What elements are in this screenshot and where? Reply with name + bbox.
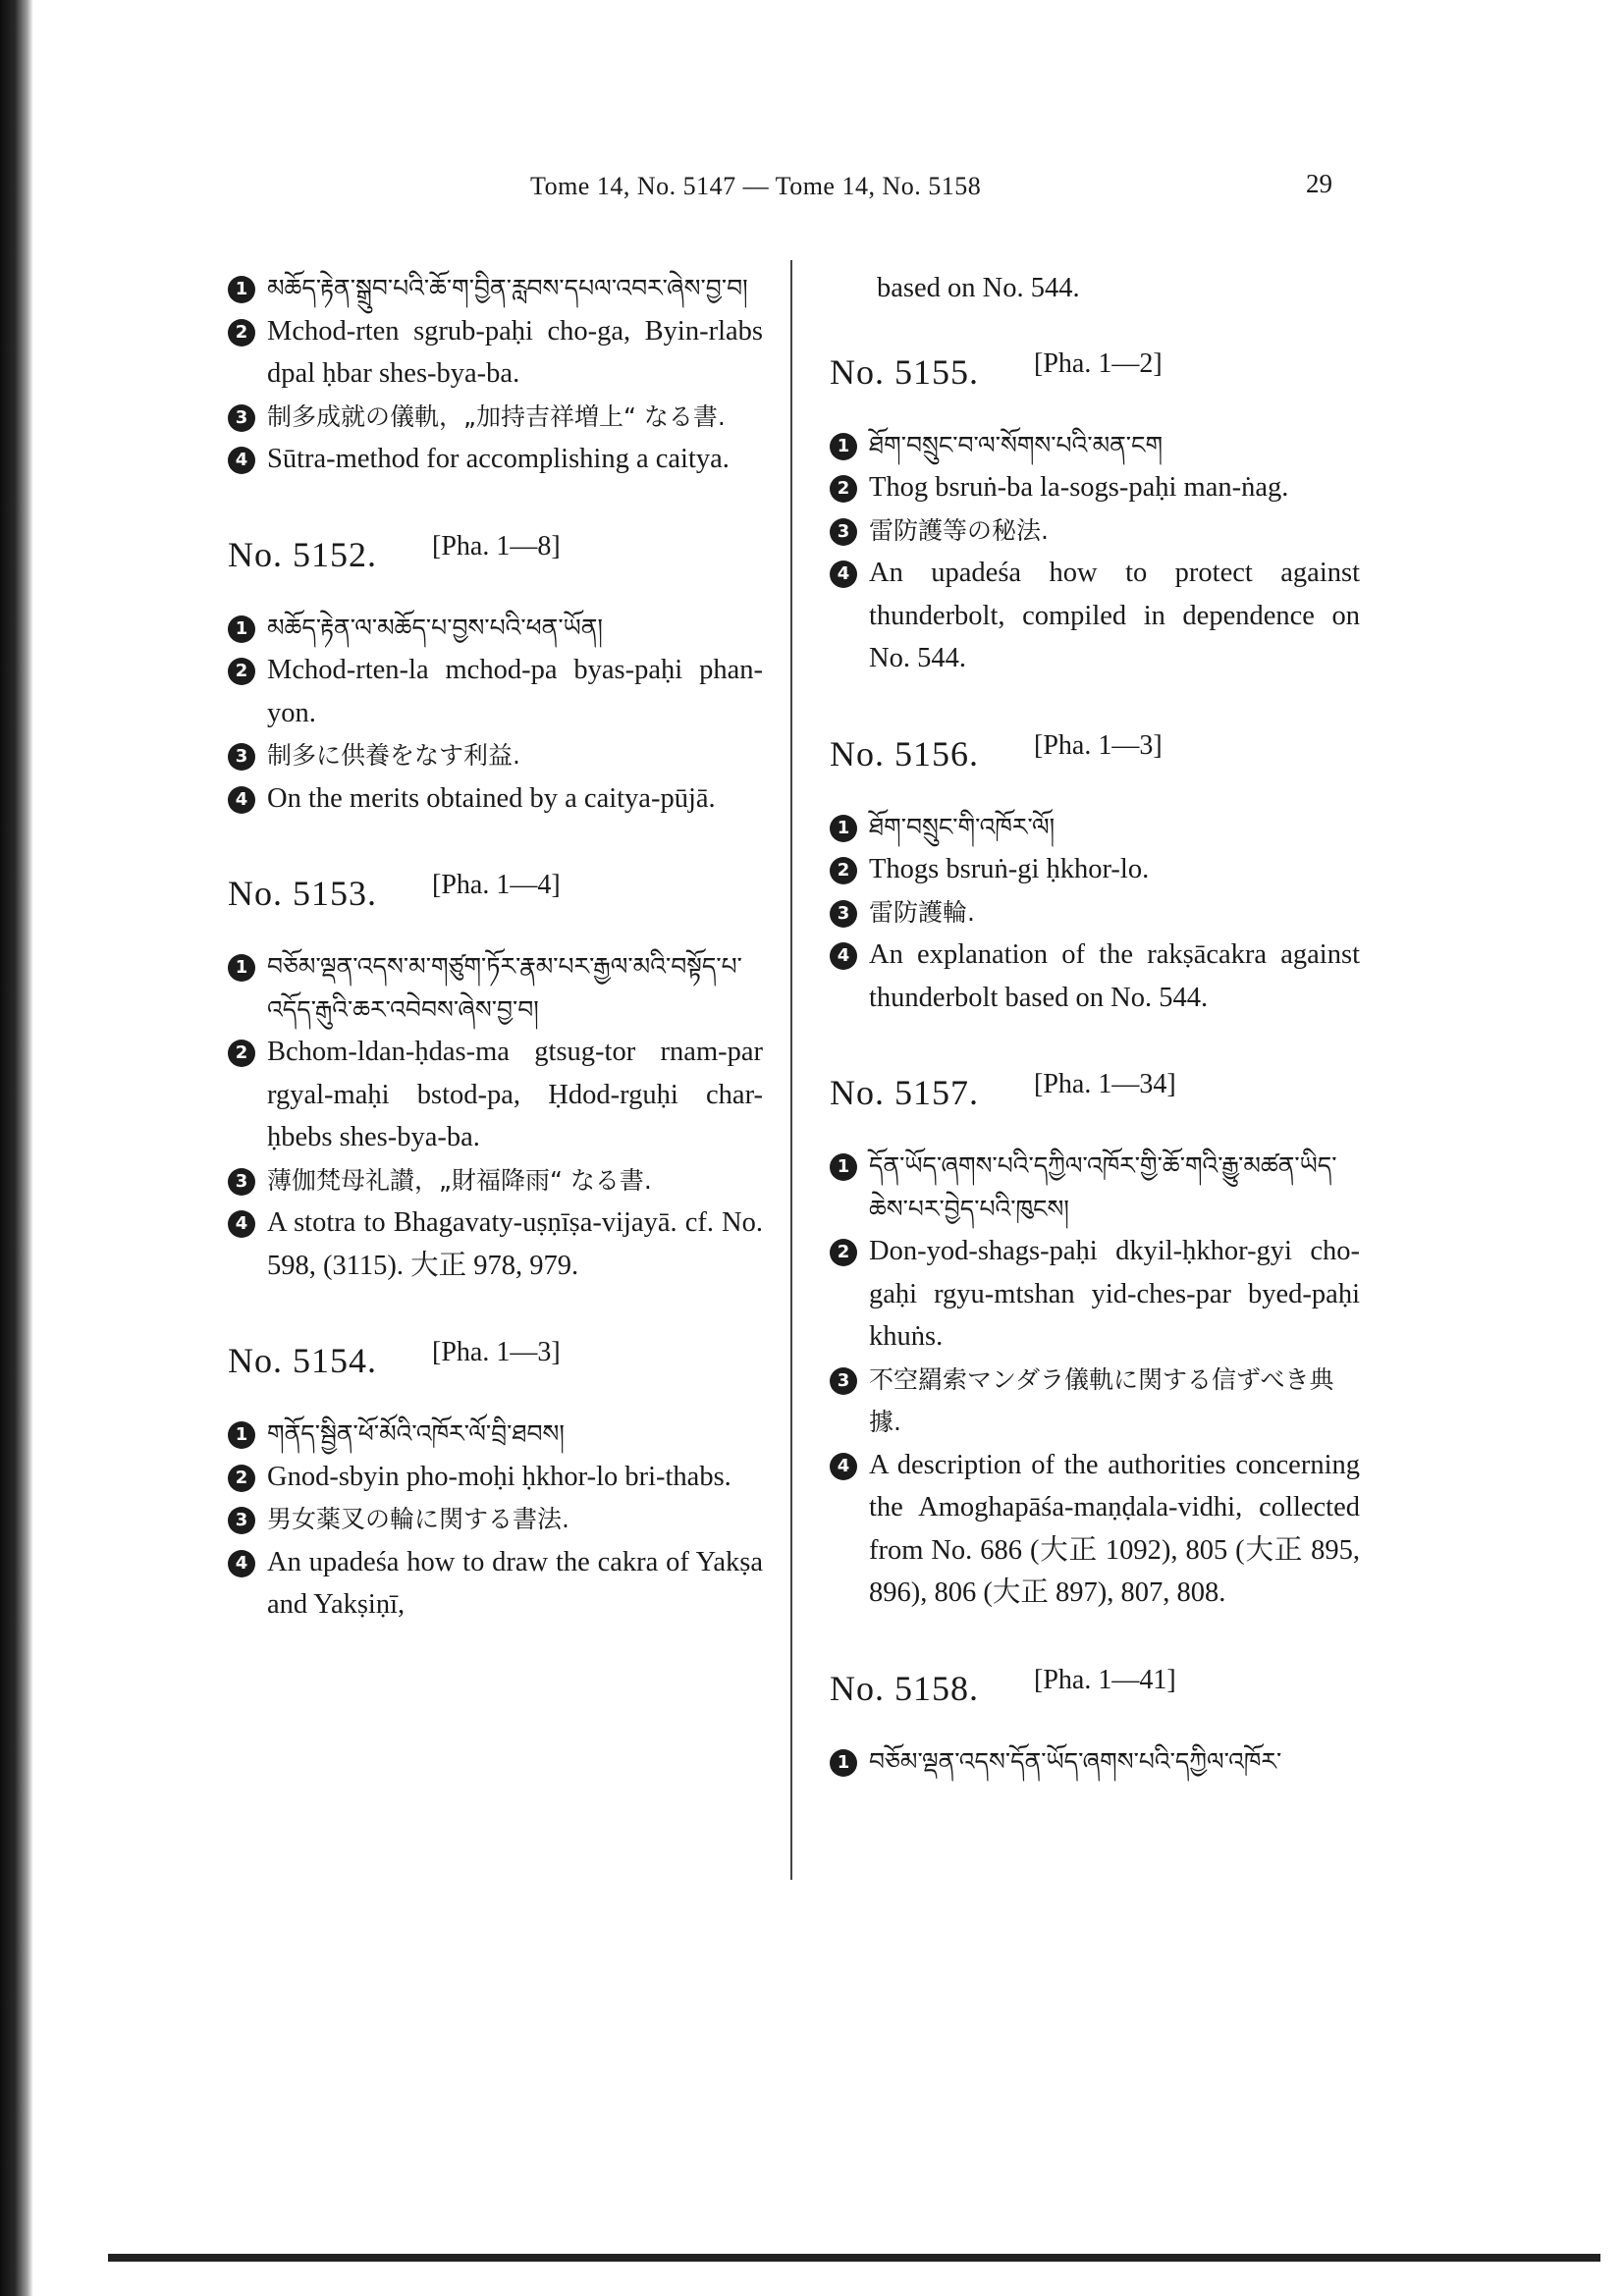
marker-1-icon: 1 [228,1421,255,1449]
romanized-title: Bchom-ldan-ḥdas-ma gtsug-tor rnam-par rgyal-maḥi bstod-pa, Ḥdod-rguḥi char-ḥbebs shes-bya-ba. [267,1037,763,1152]
marker-2-icon: 2 [830,1239,857,1266]
entry-5152 [228,532,763,821]
entry-5154 [228,1338,763,1627]
romanized-title: Gnod-sbyin pho-moḥi ḥkhor-lo bri-thabs. [267,1461,731,1492]
entry-heading [830,1070,1360,1119]
marker-2-icon: 2 [228,319,255,347]
tibetan-title: ཐོག་བསྲུང་གི་འཁོར་ལོ། [869,812,1056,841]
entry-reference: [Pha. 1—4] [432,870,561,900]
running-head: Tome 14, No. 5147 — Tome 14, No. 5158 [530,172,982,200]
japanese-line [228,1498,763,1541]
marker-1-icon: 1 [830,433,857,460]
english-description: An explanation of the rakṣācakra against thunderbolt based on No. 544. [869,939,1360,1013]
entry-heading [228,532,763,581]
entry-reference: [Pha. 1—41] [1034,1664,1176,1695]
entry-heading [830,349,1360,399]
entry-reference: [Pha. 1—3] [1034,729,1163,761]
entry-5153 [228,871,763,1287]
entry-number: No. 5153. [228,874,377,913]
marker-1-icon: 1 [228,615,255,643]
continuation-text: based on No. 544. [877,273,1080,303]
english-description: Sūtra-method for accomplishing a caitya. [267,444,730,474]
marker-4-icon: 4 [228,1550,255,1577]
english-line [228,777,763,821]
marker-4-icon: 4 [228,1210,255,1238]
entry-number: No. 5155. [830,351,979,392]
tibetan-title: ཐོག་བསྲུང་བ་ལ་སོགས་པའི་མན་ངག [869,430,1164,459]
entry-reference: [Pha. 1—2] [1034,347,1163,379]
right-column [830,267,1360,1834]
japanese-title: 雷防護輪. [869,897,975,927]
entry-continuation [830,267,1360,310]
english-line [228,1541,763,1627]
entry-number: No. 5152. [228,534,377,574]
romanized-title: Thog bsruṅ-ba la-sogs-paḥi man-ṅag. [869,472,1289,503]
romanized-line [228,310,763,396]
japanese-line [830,1359,1360,1444]
marker-3-icon: 3 [228,743,255,771]
romanized-title: Don-yod-shags-paḥi dkyil-ḥkhor-gyi cho-gaḥi rgyu-mtshan yid-ches-par byed-paḥi khuṅs. [869,1236,1360,1352]
entry-number: No. 5157. [830,1073,979,1112]
marker-1-icon: 1 [830,1749,857,1777]
japanese-title: 制多に供養をなす利益. [267,741,520,770]
entry-reference: [Pha. 1—34] [1034,1069,1176,1099]
english-description: An upadeśa how to draw the cakra of Yakṣa and Yakṣiṇī, [267,1546,763,1620]
marker-4-icon: 4 [830,561,857,588]
bottom-rule [108,2254,1600,2262]
japanese-line [228,396,763,439]
entry-reference: [Pha. 1—3] [432,1337,561,1367]
marker-1-icon: 1 [228,954,255,982]
romanized-line [830,848,1360,891]
japanese-line [830,509,1360,553]
left-column [228,267,763,1678]
english-description: An upadeśa how to protect against thunderbolt, compiled in dependence on No. 544. [869,558,1360,673]
japanese-title: 薄伽梵母礼讃，„財福降雨“ なる書. [267,1165,652,1195]
romanized-line [830,1230,1360,1359]
english-line [830,934,1360,1019]
japanese-title: 男女薬叉の輪に関する書法. [267,1505,569,1533]
tibetan-title: བཅོམ་ལྡན་འདས་མ་གཙུག་ཏོར་རྣམ་པར་རྒྱལ་མའི་བསྟོད་པ་འདོད་རྒུའི་ཆར་འབེབས་ཞེས་བྱ་བ། [267,952,742,1024]
tibetan-line [228,1413,763,1456]
marker-3-icon: 3 [228,1168,255,1196]
romanized-line [228,649,763,734]
romanized-line [830,466,1360,509]
tibetan-title: མཆོད་རྟེན་ལ་མཆོད་པ་བྱས་པའི་ཕན་ཡོན། [267,613,603,642]
tibetan-line [830,1145,1360,1230]
marker-4-icon: 4 [228,786,255,814]
tibetan-title: མཆོད་རྟེན་སྒྲུབ་པའི་ཆོ་ག་བྱིན་རླབས་དཔལ་འབར་ཞེས་བྱ་བ། [267,274,748,302]
entry-heading [228,1338,763,1387]
marker-1-icon: 1 [228,276,255,303]
entry-heading [830,731,1360,780]
japanese-line [228,1159,763,1202]
tibetan-line [830,424,1360,467]
japanese-line [830,891,1360,934]
entry-5157 [830,1070,1360,1615]
marker-1-icon: 1 [830,1153,857,1181]
marker-4-icon: 4 [830,942,857,970]
tibetan-line [228,267,763,310]
marker-2-icon: 2 [830,475,857,503]
entry-number: No. 5156. [830,733,979,774]
japanese-title: 制多成就の儀軌，„加持吉祥増上“ なる書. [267,401,726,431]
entry-5158 [830,1666,1360,1784]
marker-3-icon: 3 [830,1367,857,1395]
entry-number: No. 5154. [228,1341,377,1380]
marker-2-icon: 2 [228,658,255,685]
entry-number: No. 5158. [830,1668,979,1708]
marker-2-icon: 2 [228,1040,255,1067]
romanized-title: Mchod-rten sgrub-paḥi cho-ga, Byin-rlabs dpal ḥbar shes-bya-ba. [267,315,763,389]
marker-4-icon: 4 [830,1453,857,1480]
marker-2-icon: 2 [830,857,857,884]
tibetan-title: བཅོམ་ལྡན་འདས་དོན་ཡོད་ཞགས་པའི་དཀྱིལ་འཁོར་ [869,1746,1282,1776]
entry-continuation [228,267,763,481]
japanese-title: 不空羂索マンダラ儀軌に関する信ずべき典據. [869,1364,1334,1436]
romanized-line [228,1031,763,1159]
romanized-title: Thogs bsruṅ-gi ḥkhor-lo. [869,854,1150,884]
entry-5156 [830,731,1360,1020]
english-description: A description of the authorities concerning the Amoghapāśa-maṇḍala-vidhi, collected from No. 686 (大正 1092), 805 (大正 895, 896), 806 (大正 897), 807, 808. [869,1449,1360,1608]
japanese-title: 雷防護等の秘法. [869,515,1049,545]
tibetan-line [830,806,1360,849]
english-description: A stotra to Bhagavaty-uṣṇīṣa-vijayā. cf. No. 598, (3115). 大正 978, 979. [267,1207,763,1281]
romanized-title: Mchod-rten-la mchod-pa byas-paḥi phan-yon. [267,655,763,728]
entry-reference: [Pha. 1—8] [432,530,561,561]
marker-3-icon: 3 [228,1507,255,1534]
tibetan-title: དོན་ཡོད་ཞགས་པའི་དཀྱིལ་འཁོར་གྱི་ཆོ་གའི་རྒྱུ་མཚན་ཡིད་ཆེས་པར་བྱེད་པའི་ཁུངས། [869,1151,1337,1223]
entry-heading [830,1666,1360,1715]
page-number: 29 [1306,169,1332,198]
english-line [830,1444,1360,1615]
romanized-line [228,1456,763,1499]
tibetan-line [228,945,763,1031]
marker-1-icon: 1 [830,815,857,842]
tibetan-line [228,607,763,650]
marker-3-icon: 3 [228,404,255,432]
column-divider [790,260,792,1880]
english-line [228,438,763,481]
english-line [830,552,1360,680]
marker-4-icon: 4 [228,447,255,474]
entry-heading [228,871,763,920]
scan-edge [0,0,33,2296]
english-description: On the merits obtained by a caitya-pūjā. [267,782,716,814]
marker-2-icon: 2 [228,1465,255,1492]
tibetan-line [830,1740,1360,1784]
english-line [228,1201,763,1287]
marker-3-icon: 3 [830,900,857,928]
marker-3-icon: 3 [830,518,857,546]
japanese-line [228,734,763,777]
entry-5155 [830,349,1360,680]
tibetan-title: གནོད་སྦྱིན་ཕོ་མོའི་འཁོར་ལོ་བྲི་ཐབས། [267,1419,565,1448]
